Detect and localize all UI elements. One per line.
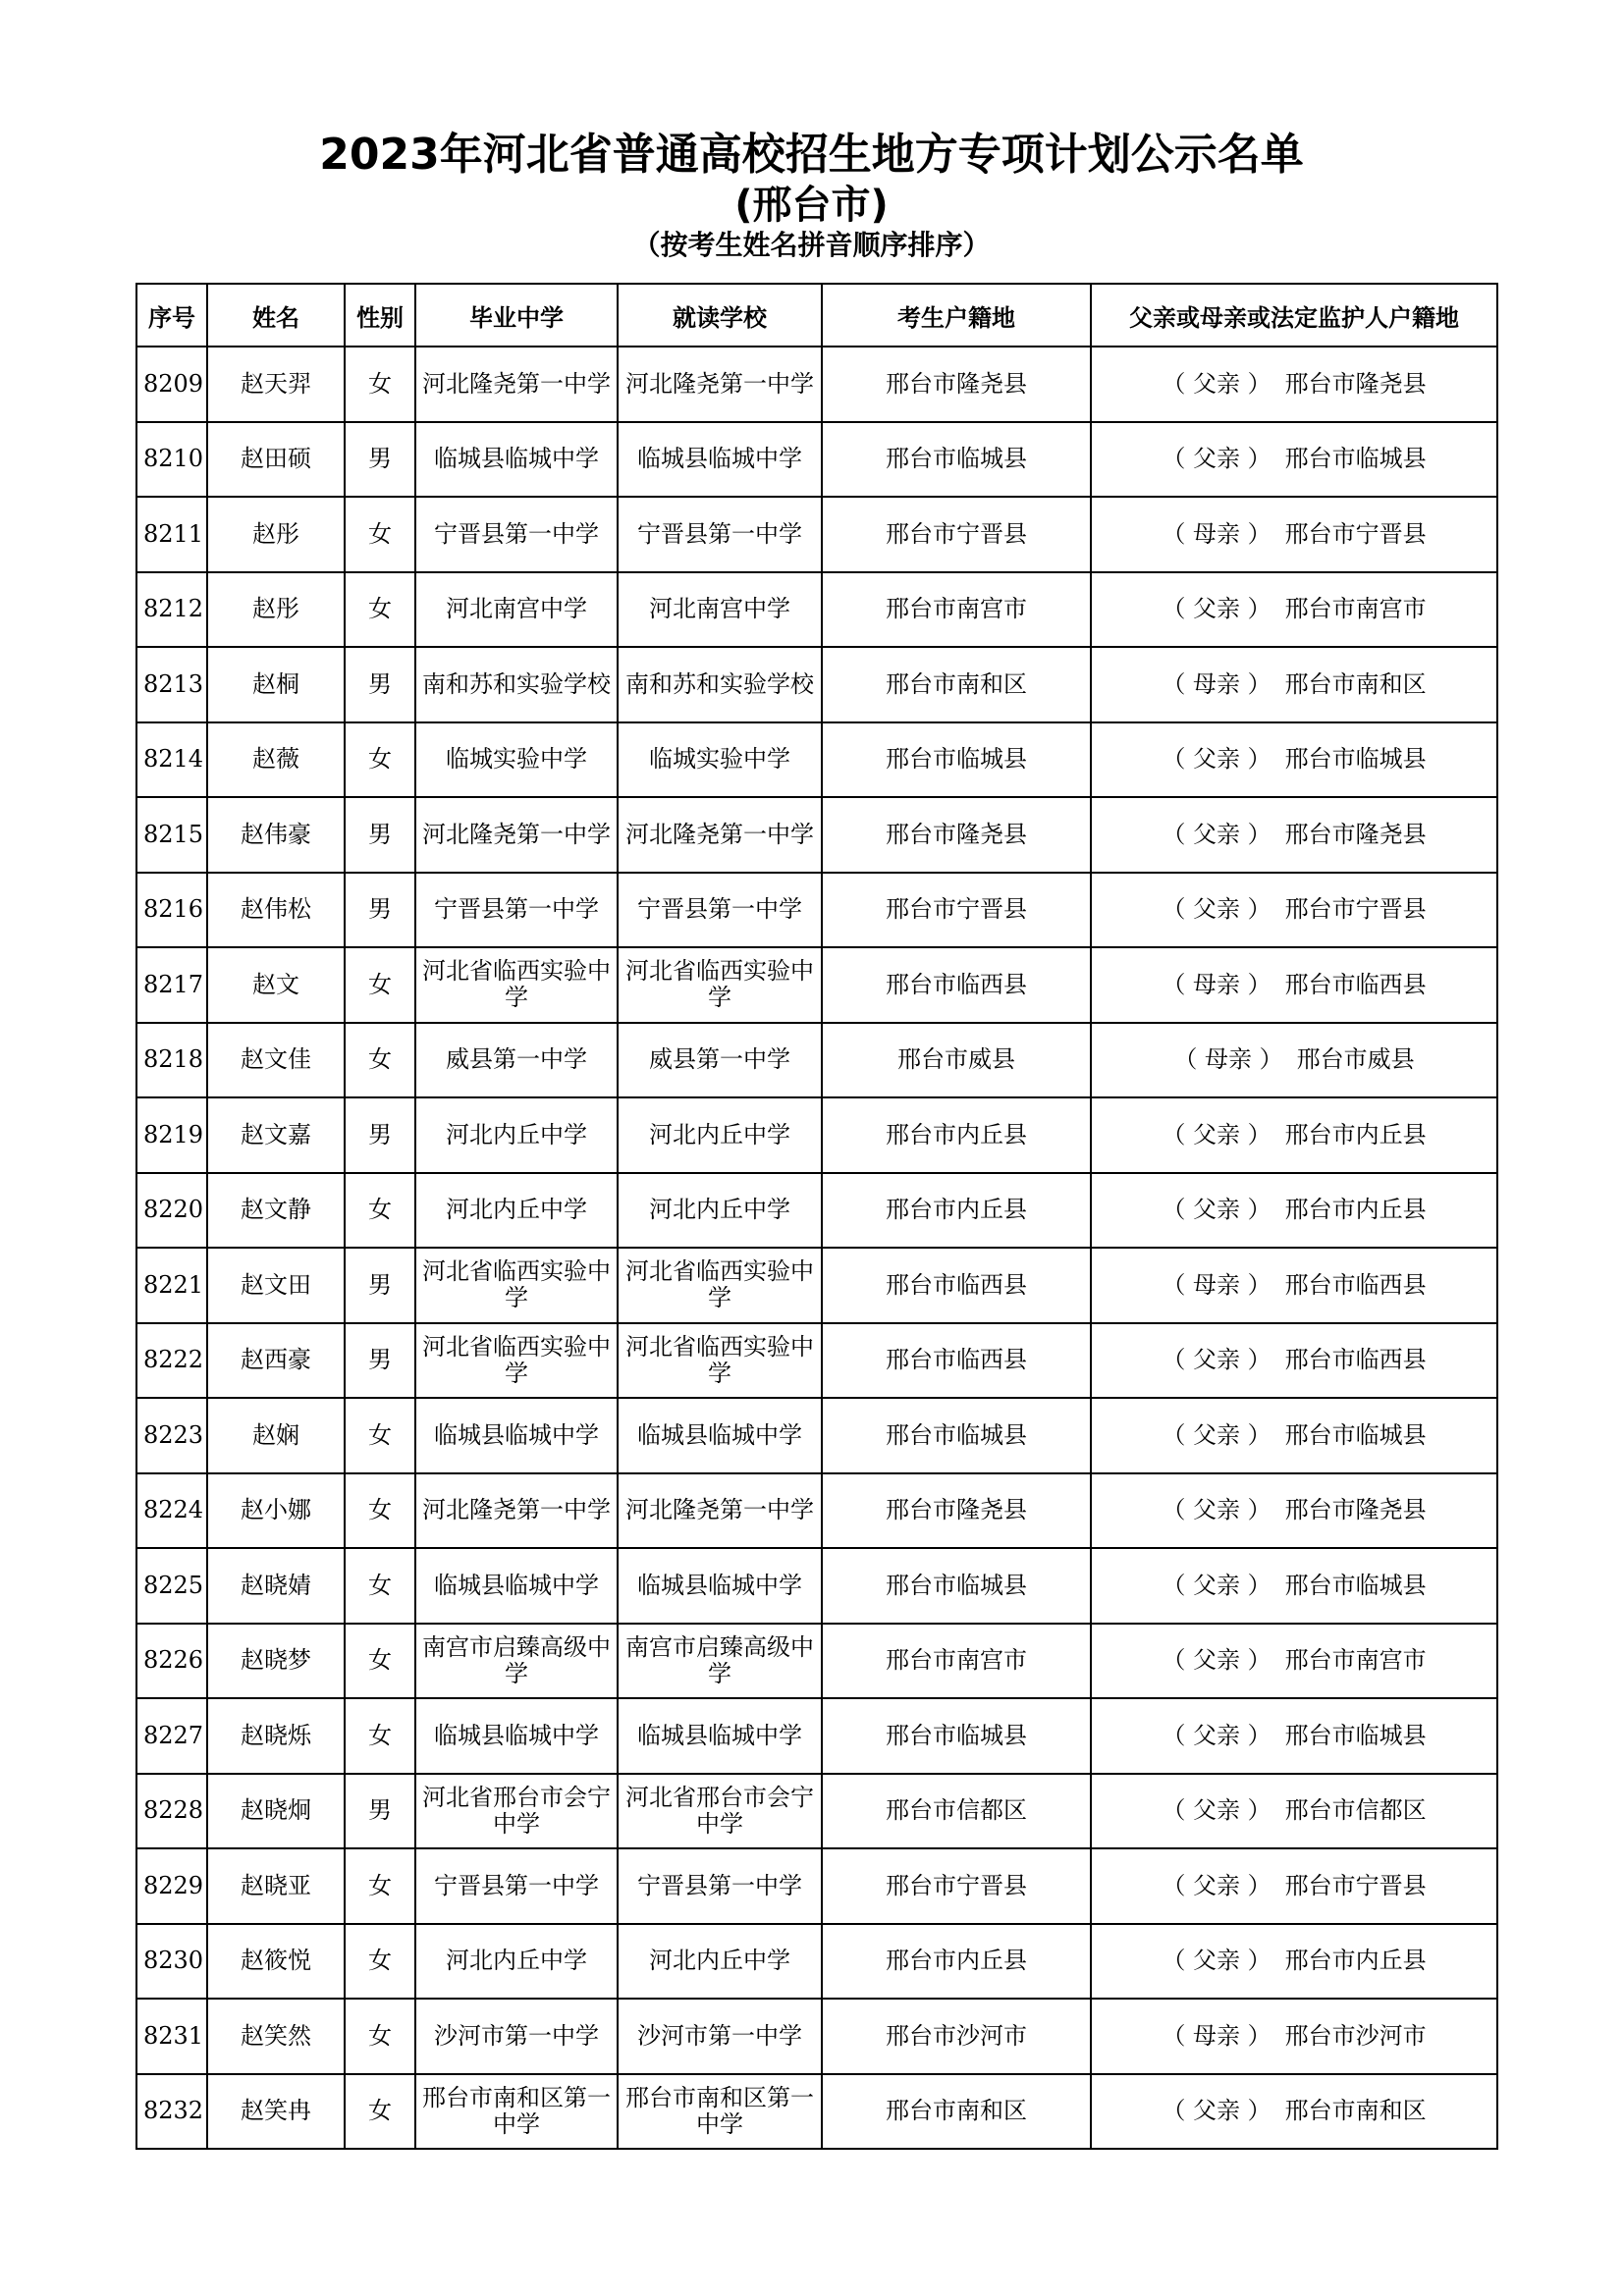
cell-graduation-school: 河北隆尧第一中学 [415,797,618,873]
guardian-relation: （ 父亲 ） [1162,1571,1271,1599]
table-row [136,1023,1497,1098]
cell-current-school: 沙河市第一中学 [618,1999,822,2074]
guardian-relation: （ 母亲 ） [1162,1270,1271,1299]
guardian-residence: 邢台市临城县 [1284,1571,1427,1599]
cell-student-residence: 邢台市临城县 [822,722,1091,798]
guardian-residence: 邢台市内丘县 [1284,1947,1427,1975]
cell-current-school: 河北内丘中学 [618,1097,822,1173]
cell-student-residence: 邢台市信都区 [822,1774,1091,1849]
cell-serial: 8212 [136,572,207,648]
table-row [136,422,1497,498]
guardian-residence: 邢台市宁晋县 [1284,895,1427,924]
cell-graduation-school: 河北省临西实验中学 [415,1323,618,1399]
cell-guardian-residence [1091,572,1497,648]
cell-serial: 8209 [136,347,207,422]
cell-student-residence: 邢台市隆尧县 [822,1473,1091,1549]
guardian-residence: 邢台市沙河市 [1284,2021,1427,2050]
cell-gender: 女 [345,1624,415,1699]
cell-serial: 8231 [136,1999,207,2074]
cell-graduation-school: 河北内丘中学 [415,1097,618,1173]
guardian-residence: 邢台市隆尧县 [1284,369,1427,398]
cell-name: 赵笑然 [207,1999,345,2074]
cell-name: 赵晓炯 [207,1774,345,1849]
cell-name: 赵文静 [207,1173,345,1249]
cell-name: 赵娴 [207,1398,345,1473]
cell-name: 赵西豪 [207,1323,345,1399]
table-row [136,572,1497,648]
cell-gender: 男 [345,422,415,498]
guardian-residence: 邢台市信都区 [1284,1796,1427,1825]
cell-graduation-school: 临城县临城中学 [415,422,618,498]
cell-gender: 女 [345,347,415,422]
cell-name: 赵文 [207,947,345,1023]
table-row [136,1774,1497,1849]
guardian-relation: （ 父亲 ） [1162,595,1271,623]
table-row [136,647,1497,722]
cell-serial: 8230 [136,1924,207,2000]
cell-guardian-residence [1091,1323,1497,1399]
cell-gender: 男 [345,1323,415,1399]
guardian-relation: （ 父亲 ） [1162,2097,1271,2125]
cell-student-residence: 邢台市隆尧县 [822,347,1091,422]
cell-name: 赵晓梦 [207,1624,345,1699]
guardian-relation: （ 母亲 ） [1173,1045,1283,1074]
cell-serial: 8227 [136,1698,207,1774]
cell-student-residence: 邢台市宁晋县 [822,497,1091,572]
cell-guardian-residence [1091,647,1497,722]
table-row [136,1548,1497,1624]
cell-name: 赵伟松 [207,873,345,948]
cell-student-residence: 邢台市临西县 [822,1248,1091,1323]
cell-gender: 男 [345,647,415,722]
cell-student-residence: 邢台市内丘县 [822,1924,1091,2000]
cell-serial: 8223 [136,1398,207,1473]
cell-student-residence: 邢台市临西县 [822,1323,1091,1399]
table-row [136,947,1497,1023]
col-header-current-school: 就读学校 [618,284,822,347]
cell-gender: 女 [345,947,415,1023]
cell-current-school: 河北内丘中学 [618,1173,822,1249]
cell-student-residence: 邢台市南和区 [822,647,1091,722]
cell-serial: 8229 [136,1848,207,1924]
cell-guardian-residence [1091,1473,1497,1549]
guardian-relation: （ 母亲 ） [1162,2021,1271,2050]
cell-graduation-school: 河北省临西实验中学 [415,947,618,1023]
guardian-relation: （ 父亲 ） [1162,1646,1271,1675]
cell-current-school: 河北省邢台市会宁中学 [618,1774,822,1849]
guardian-residence: 邢台市宁晋县 [1284,519,1427,548]
cell-name: 赵桐 [207,647,345,722]
cell-guardian-residence [1091,497,1497,572]
cell-student-residence: 邢台市内丘县 [822,1097,1091,1173]
cell-gender: 女 [345,1173,415,1249]
cell-current-school: 河北省临西实验中学 [618,1248,822,1323]
guardian-residence: 邢台市南宫市 [1284,1646,1427,1675]
cell-gender: 女 [345,722,415,798]
table-row [136,722,1497,798]
cell-guardian-residence [1091,1398,1497,1473]
cell-serial: 8213 [136,647,207,722]
cell-graduation-school: 河北省临西实验中学 [415,1248,618,1323]
cell-gender: 男 [345,1248,415,1323]
cell-guardian-residence [1091,1624,1497,1699]
cell-serial: 8214 [136,722,207,798]
guardian-residence: 邢台市宁晋县 [1284,1871,1427,1899]
cell-serial: 8216 [136,873,207,948]
cell-current-school: 临城县临城中学 [618,1548,822,1624]
cell-graduation-school: 邢台市南和区第一中学 [415,2074,618,2150]
cell-name: 赵小娜 [207,1473,345,1549]
cell-guardian-residence [1091,1698,1497,1774]
guardian-relation: （ 父亲 ） [1162,1947,1271,1975]
col-header-graduation-school: 毕业中学 [415,284,618,347]
cell-student-residence: 邢台市南宫市 [822,572,1091,648]
table-row [136,1999,1497,2074]
cell-student-residence: 邢台市临城县 [822,422,1091,498]
cell-name: 赵伟豪 [207,797,345,873]
cell-graduation-school: 威县第一中学 [415,1023,618,1098]
guardian-residence: 邢台市南宫市 [1284,595,1427,623]
cell-student-residence: 邢台市临城县 [822,1398,1091,1473]
cell-name: 赵晓亚 [207,1848,345,1924]
cell-graduation-school: 宁晋县第一中学 [415,1848,618,1924]
guardian-relation: （ 父亲 ） [1162,1496,1271,1524]
cell-guardian-residence [1091,873,1497,948]
cell-serial: 8225 [136,1548,207,1624]
cell-guardian-residence [1091,1173,1497,1249]
cell-student-residence: 邢台市临城县 [822,1698,1091,1774]
cell-student-residence: 邢台市沙河市 [822,1999,1091,2074]
cell-gender: 女 [345,497,415,572]
guardian-residence: 邢台市隆尧县 [1284,820,1427,848]
cell-name: 赵薇 [207,722,345,798]
cell-guardian-residence [1091,1097,1497,1173]
cell-name: 赵文嘉 [207,1097,345,1173]
cell-name: 赵晓婧 [207,1548,345,1624]
cell-guardian-residence [1091,1774,1497,1849]
cell-graduation-school: 临城县临城中学 [415,1698,618,1774]
cell-current-school: 河北南宫中学 [618,572,822,648]
cell-name: 赵笑冉 [207,2074,345,2150]
cell-current-school: 邢台市南和区第一中学 [618,2074,822,2150]
guardian-residence: 邢台市临西县 [1284,1270,1427,1299]
cell-current-school: 南宫市启臻高级中学 [618,1624,822,1699]
cell-current-school: 临城实验中学 [618,722,822,798]
cell-guardian-residence [1091,1548,1497,1624]
cell-serial: 8218 [136,1023,207,1098]
cell-serial: 8215 [136,797,207,873]
guardian-residence: 邢台市临西县 [1284,970,1427,998]
cell-name: 赵彤 [207,497,345,572]
cell-guardian-residence [1091,2074,1497,2150]
cell-name: 赵天羿 [207,347,345,422]
cell-graduation-school: 临城实验中学 [415,722,618,798]
cell-current-school: 河北省临西实验中学 [618,947,822,1023]
cell-name: 赵晓烁 [207,1698,345,1774]
cell-name: 赵文佳 [207,1023,345,1098]
guardian-relation: （ 母亲 ） [1162,970,1271,998]
cell-current-school: 河北隆尧第一中学 [618,797,822,873]
guardian-residence: 邢台市内丘县 [1284,1120,1427,1148]
cell-graduation-school: 沙河市第一中学 [415,1999,618,2074]
cell-student-residence: 邢台市宁晋县 [822,1848,1091,1924]
cell-guardian-residence [1091,1999,1497,2074]
guardian-relation: （ 父亲 ） [1162,1346,1271,1374]
cell-current-school: 临城县临城中学 [618,422,822,498]
cell-serial: 8226 [136,1624,207,1699]
table-row [136,1924,1497,2000]
page-title: 2023年河北省普通高校招生地方专项计划公示名单 [319,130,1304,180]
cell-serial: 8222 [136,1323,207,1399]
cell-current-school: 河北内丘中学 [618,1924,822,2000]
guardian-relation: （ 父亲 ） [1162,820,1271,848]
cell-graduation-school: 临城县临城中学 [415,1548,618,1624]
cell-student-residence: 邢台市宁晋县 [822,873,1091,948]
table-row [136,1398,1497,1473]
cell-serial: 8211 [136,497,207,572]
cell-current-school: 宁晋县第一中学 [618,873,822,948]
cell-student-residence: 邢台市内丘县 [822,1173,1091,1249]
cell-current-school: 河北隆尧第一中学 [618,347,822,422]
cell-graduation-school: 临城县临城中学 [415,1398,618,1473]
cell-name: 赵彤 [207,572,345,648]
guardian-relation: （ 父亲 ） [1162,1796,1271,1825]
guardian-residence: 邢台市临城县 [1284,745,1427,774]
cell-gender: 女 [345,2074,415,2150]
table-row [136,873,1497,948]
cell-guardian-residence [1091,722,1497,798]
guardian-relation: （ 母亲 ） [1162,519,1271,548]
cell-gender: 男 [345,1774,415,1849]
table-row [136,2074,1497,2150]
guardian-relation: （ 父亲 ） [1162,1721,1271,1749]
cell-student-residence: 邢台市隆尧县 [822,797,1091,873]
cell-gender: 女 [345,1023,415,1098]
cell-gender: 女 [345,572,415,648]
cell-graduation-school: 宁晋县第一中学 [415,497,618,572]
cell-gender: 女 [345,1473,415,1549]
guardian-residence: 邢台市内丘县 [1284,1196,1427,1224]
col-header-serial: 序号 [136,284,207,347]
cell-current-school: 威县第一中学 [618,1023,822,1098]
col-header-gender: 性别 [345,284,415,347]
sort-note: （按考生姓名拼音顺序排序） [632,229,991,261]
guardian-relation: （ 母亲 ） [1162,669,1271,698]
cell-gender: 男 [345,797,415,873]
cell-serial: 8232 [136,2074,207,2150]
cell-gender: 女 [345,1848,415,1924]
cell-gender: 女 [345,1924,415,2000]
cell-graduation-school: 河北隆尧第一中学 [415,1473,618,1549]
cell-guardian-residence [1091,1023,1497,1098]
cell-serial: 8217 [136,947,207,1023]
cell-current-school: 河北隆尧第一中学 [618,1473,822,1549]
cell-gender: 女 [345,1548,415,1624]
table-row [136,1698,1497,1774]
cell-current-school: 南和苏和实验学校 [618,647,822,722]
guardian-relation: （ 父亲 ） [1162,745,1271,774]
table-row [136,1624,1497,1699]
cell-gender: 女 [345,1999,415,2074]
cell-gender: 女 [345,1698,415,1774]
cell-graduation-school: 河北内丘中学 [415,1924,618,2000]
cell-graduation-school: 河北南宫中学 [415,572,618,648]
guardian-relation: （ 父亲 ） [1162,445,1271,473]
col-header-student-residence: 考生户籍地 [822,284,1091,347]
table-row [136,1097,1497,1173]
cell-guardian-residence [1091,1248,1497,1323]
cell-serial: 8210 [136,422,207,498]
guardian-residence: 邢台市临城县 [1284,445,1427,473]
cell-guardian-residence [1091,1848,1497,1924]
table-row [136,1173,1497,1249]
cell-name: 赵田硕 [207,422,345,498]
table-row [136,1473,1497,1549]
cell-guardian-residence [1091,1924,1497,2000]
table-row [136,347,1497,422]
col-header-name: 姓名 [207,284,345,347]
cell-student-residence: 邢台市威县 [822,1023,1091,1098]
table-row [136,1248,1497,1323]
cell-serial: 8224 [136,1473,207,1549]
cell-student-residence: 邢台市临西县 [822,947,1091,1023]
cell-graduation-school: 宁晋县第一中学 [415,873,618,948]
guardian-residence: 邢台市威县 [1296,1045,1415,1074]
cell-guardian-residence [1091,947,1497,1023]
guardian-relation: （ 父亲 ） [1162,895,1271,924]
cell-guardian-residence [1091,422,1497,498]
cell-graduation-school: 南和苏和实验学校 [415,647,618,722]
cell-gender: 男 [345,1097,415,1173]
guardian-residence: 邢台市南和区 [1284,2097,1427,2125]
cell-serial: 8221 [136,1248,207,1323]
cell-student-residence: 邢台市南和区 [822,2074,1091,2150]
cell-current-school: 宁晋县第一中学 [618,497,822,572]
guardian-relation: （ 父亲 ） [1162,1420,1271,1449]
cell-current-school: 河北省临西实验中学 [618,1323,822,1399]
guardian-relation: （ 父亲 ） [1162,1871,1271,1899]
table-row [136,1323,1497,1399]
cell-graduation-school: 河北省邢台市会宁中学 [415,1774,618,1849]
cell-serial: 8220 [136,1173,207,1249]
roster-table [135,283,1498,2150]
guardian-relation: （ 父亲 ） [1162,1196,1271,1224]
cell-name: 赵筱悦 [207,1924,345,2000]
cell-graduation-school: 河北内丘中学 [415,1173,618,1249]
table-row [136,1848,1497,1924]
cell-guardian-residence [1091,797,1497,873]
cell-serial: 8219 [136,1097,207,1173]
cell-guardian-residence [1091,347,1497,422]
page-subtitle: (邢台市) [734,183,889,228]
cell-graduation-school: 河北隆尧第一中学 [415,347,618,422]
cell-gender: 男 [345,873,415,948]
cell-name: 赵文田 [207,1248,345,1323]
cell-student-residence: 邢台市南宫市 [822,1624,1091,1699]
table-row [136,497,1497,572]
guardian-relation: （ 父亲 ） [1162,369,1271,398]
cell-graduation-school: 南宫市启臻高级中学 [415,1624,618,1699]
cell-student-residence: 邢台市临城县 [822,1548,1091,1624]
guardian-residence: 邢台市隆尧县 [1284,1496,1427,1524]
cell-current-school: 临城县临城中学 [618,1398,822,1473]
cell-serial: 8228 [136,1774,207,1849]
cell-current-school: 宁晋县第一中学 [618,1848,822,1924]
guardian-residence: 邢台市临西县 [1284,1346,1427,1374]
guardian-residence: 邢台市临城县 [1284,1721,1427,1749]
cell-current-school: 临城县临城中学 [618,1698,822,1774]
col-header-guardian-residence: 父亲或母亲或法定监护人户籍地 [1091,284,1497,347]
guardian-residence: 邢台市临城县 [1284,1420,1427,1449]
guardian-relation: （ 父亲 ） [1162,1120,1271,1148]
cell-gender: 女 [345,1398,415,1473]
table-header-row [136,284,1497,347]
guardian-residence: 邢台市南和区 [1284,669,1427,698]
table-row [136,797,1497,873]
